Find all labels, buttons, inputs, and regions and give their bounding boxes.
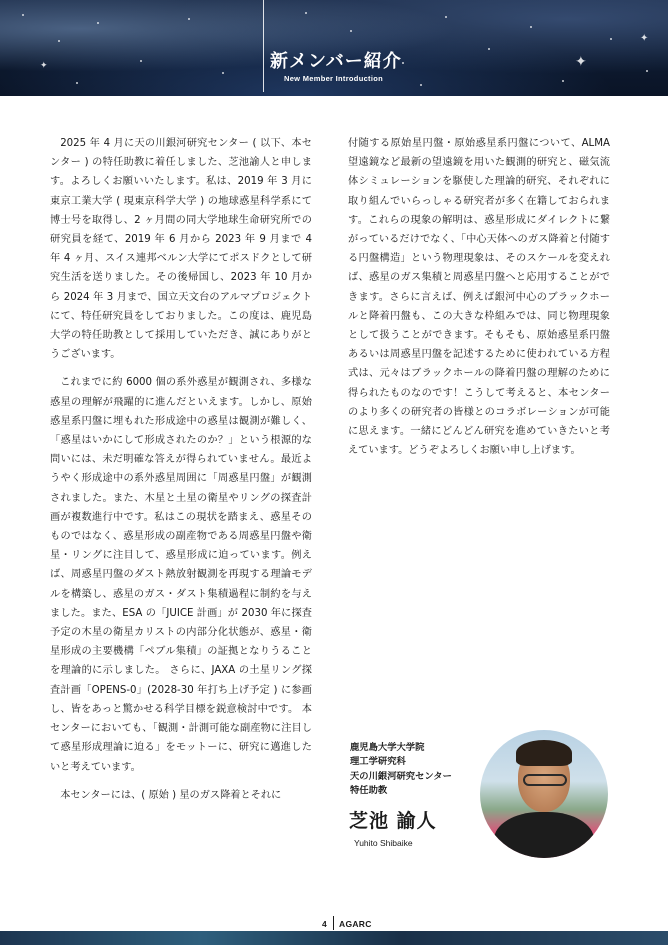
profile-photo — [480, 730, 608, 858]
page-title: 新メンバー紹介 — [270, 51, 402, 72]
article-column-left — [50, 134, 312, 814]
profile-university: 鹿児島大学大学院 — [350, 742, 425, 753]
sparkle-icon: ✦ — [575, 54, 587, 70]
page-subtitle: New Member Introduction — [284, 74, 383, 83]
profile-affiliation — [350, 741, 452, 798]
footer-band — [0, 931, 668, 945]
page-number: 4 — [322, 919, 327, 929]
sparkle-icon: ✦ — [640, 33, 649, 44]
photo-body-shape — [494, 812, 594, 858]
profile-name-roman: Yuhito Shibaike — [354, 838, 413, 848]
article-paragraph: これまでに約 6000 個の系外惑星が観測され、多様な惑星の理解が飛躍的に進んだといえます。しかし、原始惑星系円盤に埋もれた形成途中の惑星は観測が難しく、「惑星はいかにして形成されたのか？」という根源的な問いには、未だ明確な答えが得られていません。最近ようやく形成途中の系外惑星周囲に「周惑星円盤」が観測されました。また、木星と土星の衛星やリングの探査計画が複数進行中です。私はこの現状を踏まえ、惑星そのものではなく、惑星形成の副産物である周惑星円盤や衛星・リングに注目して、惑星形成に迫っています。例えば、周惑星円盤のダスト熱放射観測を再現する理論モデルを構築し、惑星のガス・ダスト集積過程に制約を与えました。また、ESA の「JUICE 計画」が 2030 年に探査予定の木星の衛星カリストの内部分化状態が、惑星・衛星形成の主要機構「ペブル集積」の証拠となりうることを理論的に示しました。 さらに、JAXA の土星リング探査計画「OPENS-0」(2028-30 年打ち上げ予定 ) に参画し、皆をあっと驚かせる科学目標を鋭意検討中です。 本センターにおいても、「観測・計測可能な副産物に注目して惑星形成理論に迫る」をモットーに、研究に邁進したいと考えています。 — [50, 377, 312, 773]
profile-department: 理工学研究科 — [350, 756, 406, 768]
article-column-right — [348, 134, 610, 469]
header-divider — [263, 0, 264, 92]
profile-center: 天の川銀河研究センター — [350, 770, 452, 782]
article-paragraph: 付随する原始星円盤・原始惑星系円盤について、ALMA 望遠鏡など最新の望遠鏡を用いた観測的研究と、磁気流体シミュレーションを駆使した理論的研究、それぞれに取り組んでいらっしゃる研究者が多く在籍しておられます。これらの現象の解明は、惑星形成にダイレクトに繋がっているだけでなく、｢中心天体へのガス降着と付随する円盤構造」という物理現象は、そのスケールを変えれば、惑星のガス集積と周惑星円盤へと応用することができます。さらに言えば、例えば銀河中心のブラックホールと降着円盤も、この大きな枠組みでは、同じ物理現象として扱うことができます。そもそも、原始惑星系円盤あるいは周惑星円盤を記述するために使われている方程式は、元々はブラックホールの降着円盤の理解のために得られたものなのです！こうして考えると、本センターのより多くの研究者の皆様とのコラボレーションが可能に思えます。一緒にどんどん研究を進めていきたいと考えています。どうぞよろしくお願い申し上げます。 — [348, 138, 610, 457]
profile-name: 芝池 諭人 — [349, 810, 437, 832]
article-paragraph: 2025 年 4 月に天の川銀河研究センター ( 以下、本センター ) の特任助教に着任しました、芝池諭人と申します。よろしくお願いいたします。私は、2019 年 3 月に東京工業大学 ( 現東京科学大学 ) の地球惑星科学系にて博士号を取得し、2 ヶ月間の同大学地球生命研究所での研究員を経て、2019 年 6 月から 2023 年 9 月まで 4 年 4 ヶ月、スイス連邦ベルン大学にてポスドクとして研究生活を送りました。その後帰国し、2023 年 10 月から 2024 年 3 月まで、国立天文台のアルマプロジェクトにて、特任研究員をしておりました。この度は、鹿児島大学の特任助教として採用していただき、誠にありがとうございます。 — [50, 138, 312, 361]
article-paragraph: 本センターには、( 原始 ) 星のガス降着とそれに — [60, 789, 282, 801]
header-banner — [0, 0, 668, 96]
profile-position: 特任助教 — [350, 784, 388, 796]
photo-hair-shape — [516, 740, 572, 766]
footer-divider — [333, 916, 334, 930]
magazine-name: AGARC — [339, 919, 372, 929]
sparkle-icon: ✦ — [40, 61, 48, 71]
photo-glasses-shape — [523, 774, 567, 786]
